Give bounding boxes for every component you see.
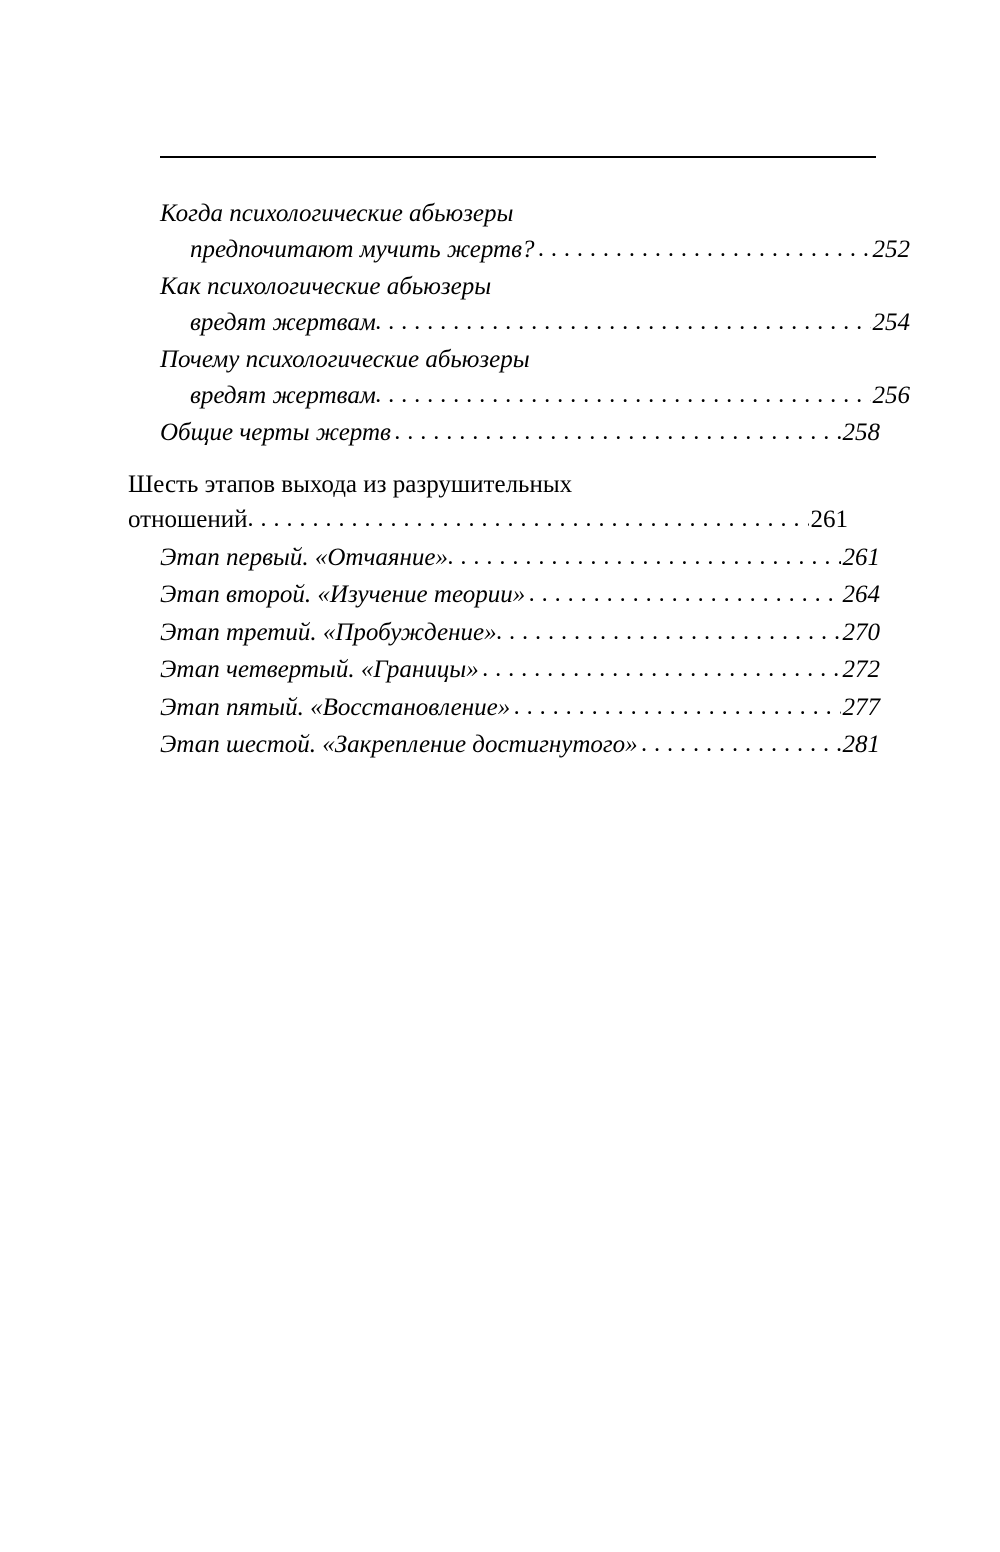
toc-entry-label: Этап шестой. «Закрепление достигнутого» xyxy=(160,731,638,758)
toc-page-number: 277 xyxy=(842,693,880,721)
toc-entry-label: Общие черты жертв xyxy=(160,419,391,446)
toc-entry-label: Этап пятый. «Восстановление» xyxy=(160,693,511,721)
toc-entry-line xyxy=(160,540,880,576)
toc-page-number: 272 xyxy=(842,656,880,683)
toc-page-number: 258 xyxy=(842,419,880,446)
toc-entry-line xyxy=(160,342,880,378)
toc-entry[interactable] xyxy=(160,415,880,451)
toc-entry-line xyxy=(128,502,848,538)
toc-page-number: 252 xyxy=(872,235,910,263)
toc-page-number: 256 xyxy=(872,381,910,409)
toc-entry[interactable] xyxy=(160,540,880,576)
toc-entry-label: Почему психологические абьюзеры xyxy=(160,346,530,373)
toc-page-number: 281 xyxy=(842,731,880,758)
dot-leader xyxy=(642,726,841,762)
table-of-contents xyxy=(128,196,910,765)
dot-leader xyxy=(483,651,841,687)
toc-page-number: 264 xyxy=(842,581,880,608)
toc-entry-label: отношений xyxy=(128,506,248,533)
toc-entry-label: Этап второй. «Изучение теории» xyxy=(160,581,526,608)
toc-entry-line xyxy=(160,232,910,268)
toc-entry-label: Как психологические абьюзеры xyxy=(160,273,492,300)
toc-entry-line xyxy=(160,652,880,688)
dot-leader xyxy=(514,689,840,725)
toc-entry[interactable] xyxy=(160,269,910,340)
toc-entry-label: предпочитают мучить жертв? xyxy=(190,235,535,263)
dot-leader xyxy=(247,501,808,537)
toc-entry[interactable] xyxy=(160,690,880,726)
dot-leader xyxy=(538,231,870,267)
toc-entry-label: Этап четвертый. «Границы» xyxy=(160,656,479,683)
toc-entry-label: Этап третий. «Пробуждение» xyxy=(160,618,497,646)
toc-entry-label: вредят жертвам xyxy=(190,381,376,409)
toc-entry[interactable] xyxy=(160,342,910,413)
toc-page-number: 254 xyxy=(872,308,910,336)
toc-entry-line xyxy=(160,577,880,613)
toc-page-number: 270 xyxy=(842,618,880,646)
toc-entry[interactable] xyxy=(160,727,880,763)
toc-page-number: 261 xyxy=(810,506,848,533)
toc-entry-line xyxy=(160,196,880,232)
toc-entry[interactable] xyxy=(128,467,880,538)
toc-entry[interactable] xyxy=(160,196,910,267)
dot-leader xyxy=(529,576,840,612)
toc-entry-line xyxy=(160,727,880,763)
toc-entry[interactable] xyxy=(160,615,880,651)
toc-entry[interactable] xyxy=(160,577,880,613)
section-gap xyxy=(160,453,880,467)
toc-entry-line xyxy=(160,378,910,414)
header-rule xyxy=(160,156,876,158)
toc-entry-line xyxy=(160,690,880,726)
toc-page-number: 261 xyxy=(842,543,880,571)
toc-entry-line xyxy=(160,415,880,451)
toc-entry-line xyxy=(160,305,910,341)
dot-leader xyxy=(376,304,871,340)
toc-entry-label: Этап первый. «Отчаяние» xyxy=(160,543,449,571)
dot-leader xyxy=(448,539,840,575)
toc-entry-line xyxy=(160,615,880,651)
toc-entry-line xyxy=(128,467,848,503)
toc-entry-label: вредят жертвам xyxy=(190,308,376,336)
toc-entry-label: Шесть этапов выхода из разрушительных xyxy=(128,470,573,498)
toc-entry[interactable] xyxy=(160,652,880,688)
toc-entry-label: Когда психологические абьюзеры xyxy=(160,200,514,227)
dot-leader xyxy=(497,614,841,650)
dot-leader xyxy=(395,414,841,450)
dot-leader xyxy=(376,377,871,413)
toc-entry-line xyxy=(160,269,880,305)
